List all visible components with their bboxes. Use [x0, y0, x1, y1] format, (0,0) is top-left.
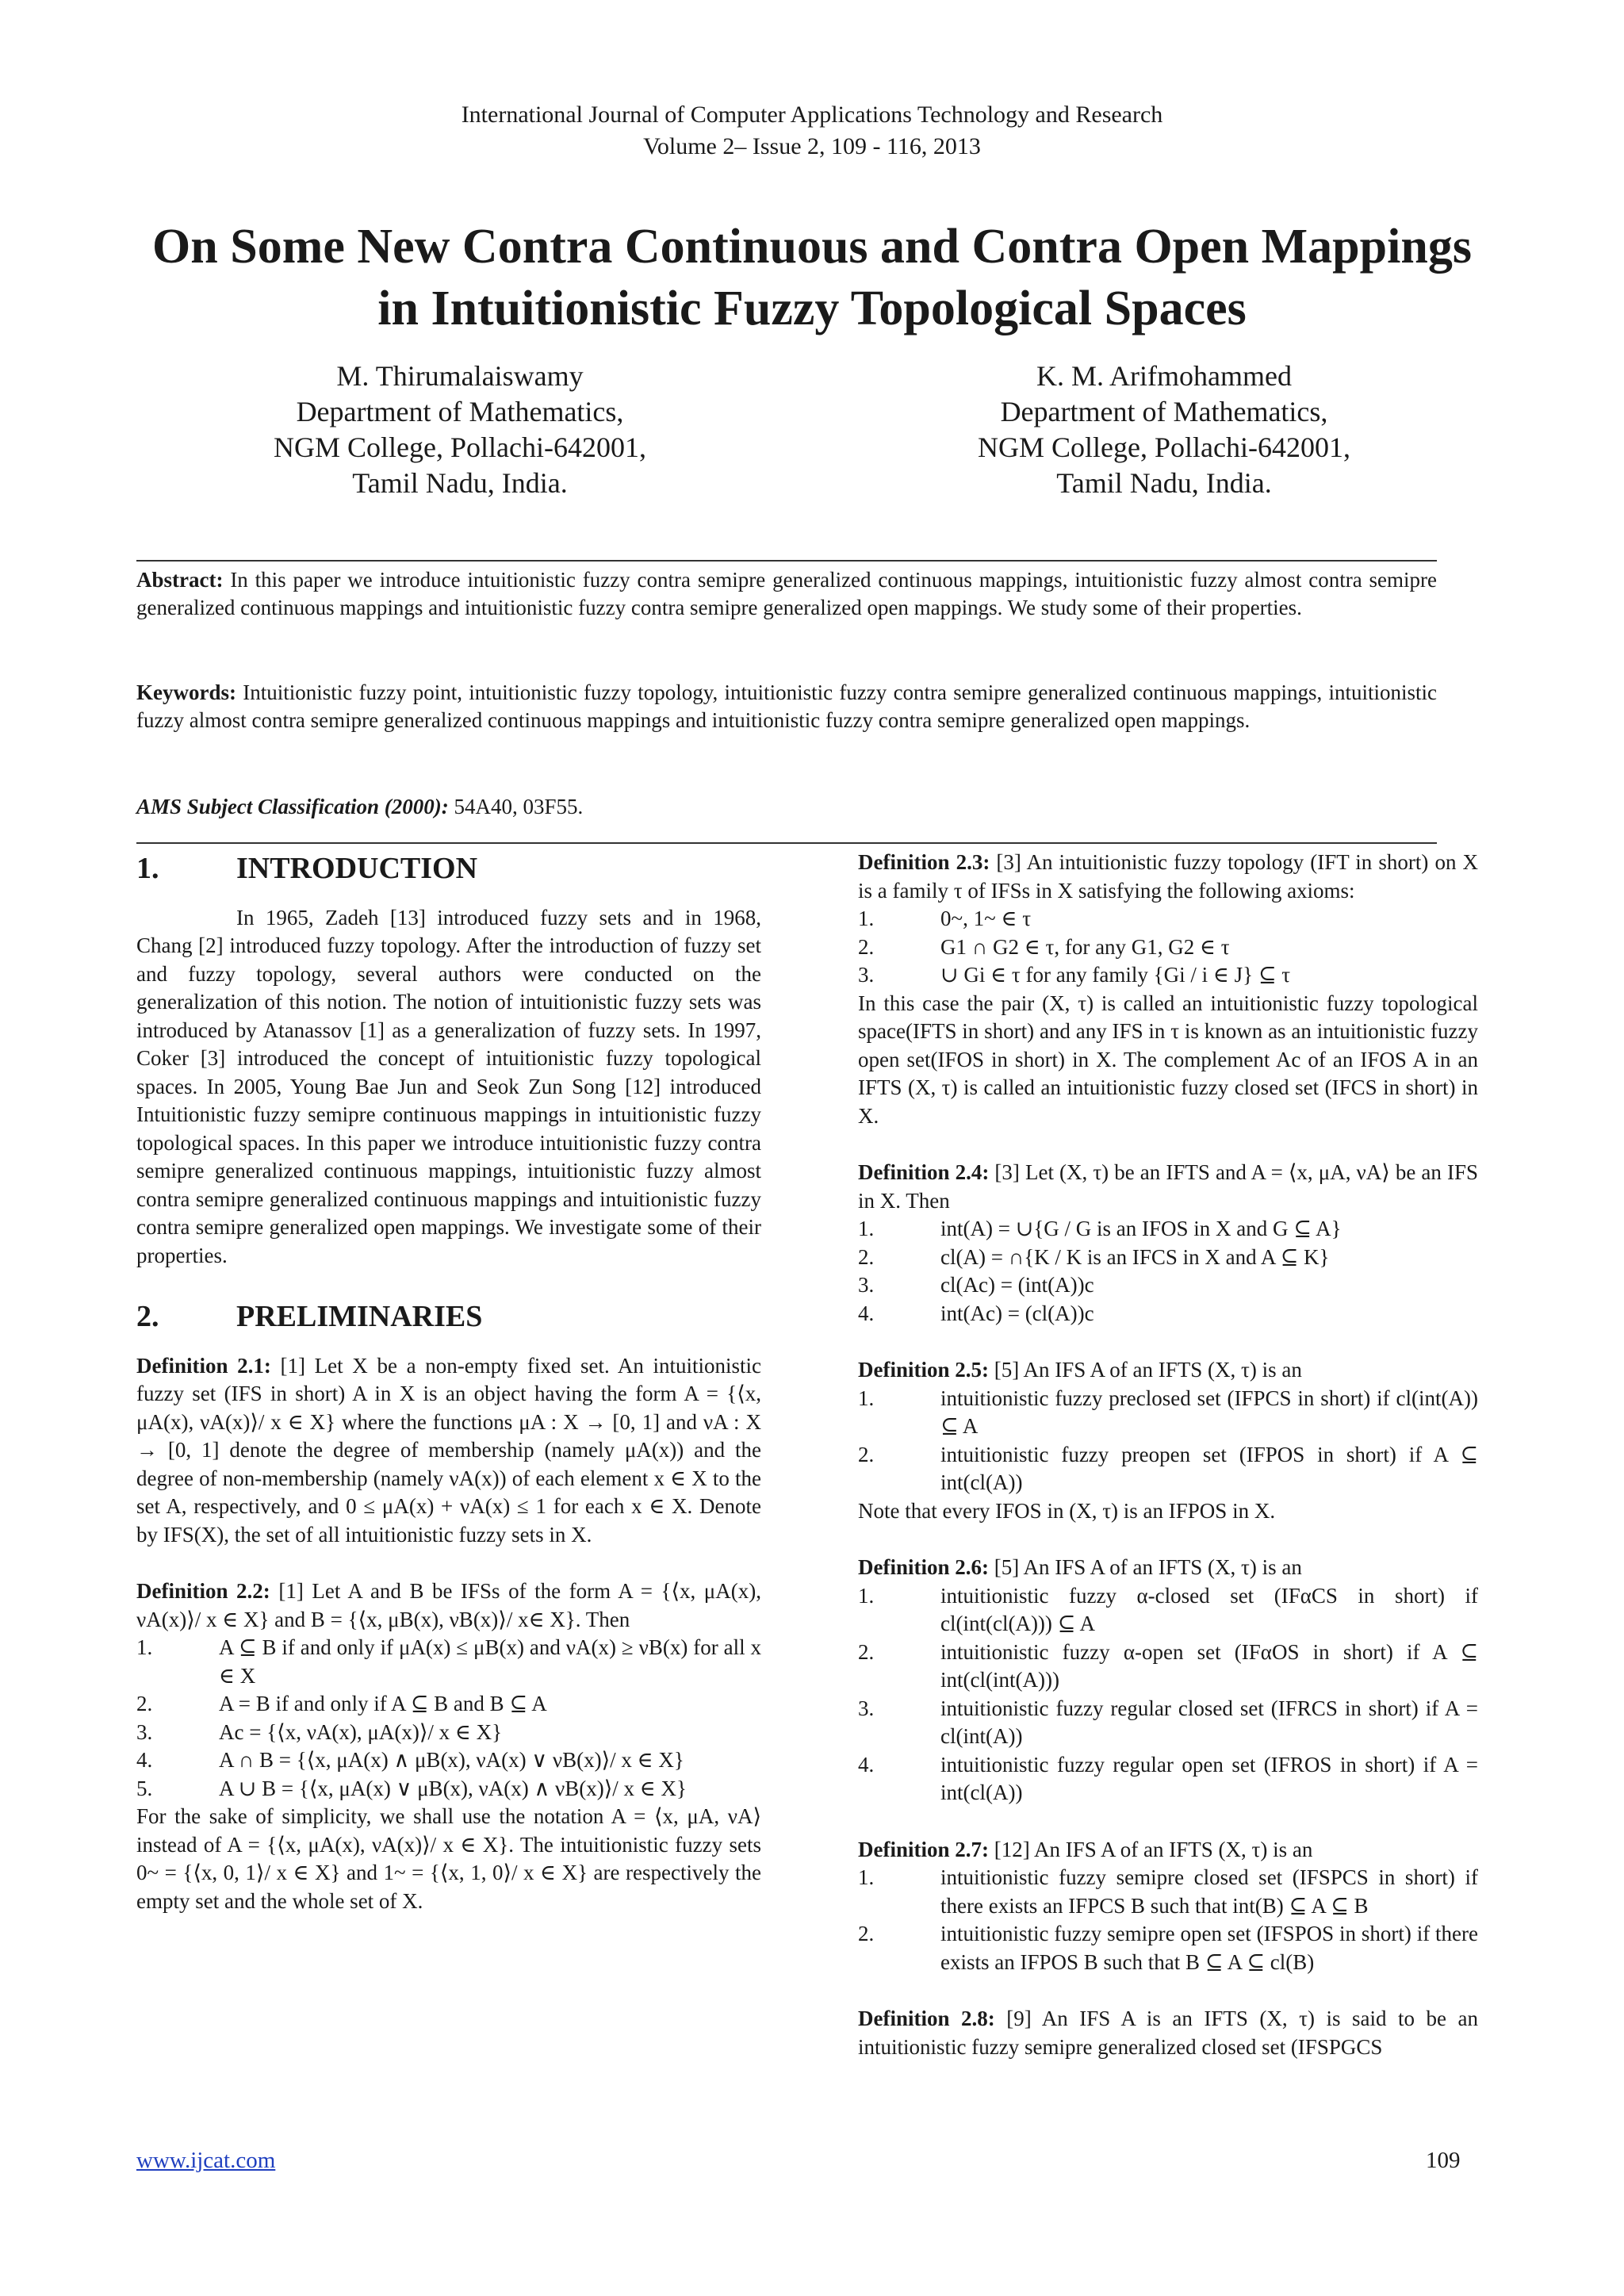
abstract: [136, 566, 1437, 622]
author-dept: Department of Mathematics,: [1000, 396, 1328, 427]
list-item: 1. intuitionistic fuzzy preclosed set (IFPCS in short) if cl(int(A)) ⊆ A: [858, 1386, 1478, 1438]
list-item: 4. int(Ac) = (cl(A))c: [858, 1301, 1094, 1325]
list-item: 3. Ac = {⟨x, νA(x), μA(x)⟩/ x ∈ X}: [136, 1719, 503, 1744]
section-heading-preliminaries: [136, 1300, 761, 1333]
ams-label: AMS Subject Classification (2000):: [136, 795, 449, 818]
list-item: 3. intuitionistic fuzzy regular closed set (IFRCS in short) if A = cl(int(A)): [858, 1696, 1478, 1748]
definition-2-3: [858, 849, 1478, 905]
definition-text: [5] An IFS A of an IFTS (X, τ) is an: [994, 1358, 1302, 1382]
abstract-text: In this paper we introduce intuitionistic fuzzy contra semipre generalized continuous mappings, intuitionistic fuzzy almost contra semipre generalized continuous mappings and intuitionistic fuzzy contra semipre generalized open mappings. We study some of their properties.: [136, 568, 1438, 619]
middle-divider: [136, 842, 1437, 844]
journal-name: International Journal of Computer Applications Technology and Research: [461, 102, 1163, 128]
list-item: 2. cl(A) = ∩{K / K is an IFCS in X and A ⊆ K}: [858, 1244, 1330, 1269]
definition-text: [12] An IFS A of an IFTS (X, τ) is an: [994, 1837, 1313, 1861]
list-item: 4. A ∩ B = {⟨x, μA(x) ∧ μB(x), νA(x) ∨ νB(x)⟩/ x ∈ X}: [136, 1748, 684, 1772]
list-item: 5. A ∪ B = {⟨x, μA(x) ∨ μB(x), νA(x) ∧ νB(x)⟩/ x ∈ X}: [136, 1776, 687, 1800]
author-college: NGM College, Pollachi-642001,: [274, 431, 646, 463]
left-column: [136, 850, 761, 1915]
definition-2-5-note: Note that every IFOS in (X, τ) is an IFPOS in X.: [858, 1498, 1276, 1523]
definition-2-2-note: For the sake of simplicity, we shall use the notation A = ⟨x, μA, νA⟩ instead of A = {⟨x, μA(x), νA(x)⟩/ x ∈ X}. The intuitionistic fuzzy sets 0~ = {⟨x, 0, 1⟩/ x ∈ X} and 1~ = {⟨x, 1, 0⟩/ x ∈ X} are respectively the empty set and the whole set of X.: [136, 1804, 761, 1913]
list-item: 2. G1 ∩ G2 ∈ τ, for any G1, G2 ∈ τ: [858, 934, 1230, 959]
definition-label: Definition 2.2:: [136, 1579, 270, 1603]
definition-label: Definition 2.6:: [858, 1555, 989, 1579]
section-number: 2.: [136, 1300, 159, 1333]
list-item: 2. intuitionistic fuzzy preopen set (IFPOS in short) if A ⊆ int(cl(A)): [858, 1442, 1478, 1494]
definition-label: Definition 2.4:: [858, 1160, 990, 1184]
paper-title: [0, 216, 1624, 339]
title-line-1: On Some New Contra Continuous and Contra Open Mappings: [152, 220, 1472, 274]
definition-2-1: [136, 1352, 761, 1550]
author-place: Tamil Nadu, India.: [352, 467, 568, 499]
list-item: 2. intuitionistic fuzzy semipre open set (IFSPOS in short) if there exists an IFPOS B such that B ⊆ A ⊆ cl(B): [858, 1922, 1478, 1974]
page-number: 109: [1426, 2148, 1461, 2173]
ams-text: 54A40, 03F55.: [454, 795, 584, 818]
author-block-2: [887, 358, 1442, 501]
definition-label: Definition 2.8:: [858, 2007, 995, 2030]
list-item: 1. int(A) = ∪{G / G is an IFOS in X and G ⊆ A}: [858, 1217, 1342, 1240]
definition-text: [9] An IFS A is an IFTS (X, τ) is said to be an intuitionistic fuzzy semipre generalized closed set (IFSPGCS: [858, 2007, 1478, 2059]
list-item: 1. intuitionistic fuzzy α-closed set (IFαCS in short) if cl(int(cl(A))) ⊆ A: [858, 1583, 1478, 1635]
definition-label: Definition 2.7:: [858, 1837, 989, 1861]
list-item: 1. intuitionistic fuzzy semipre closed set (IFSPCS in short) if there exists an IFPCS B such that int(B) ⊆ A ⊆ B: [858, 1865, 1478, 1918]
section-title: PRELIMINARIES: [236, 1300, 483, 1333]
definition-2-4: [858, 1159, 1478, 1215]
volume-line: Volume 2– Issue 2, 109 - 116, 2013: [643, 133, 981, 159]
right-column: [858, 849, 1478, 2061]
definition-text: [5] An IFS A of an IFTS (X, τ) is an: [994, 1555, 1302, 1579]
list-item: 2. intuitionistic fuzzy α-open set (IFαOS in short) if A ⊆ int(cl(int(A))): [858, 1639, 1478, 1692]
definition-text: [1] Let X be a non-empty fixed set. An intuitionistic fuzzy set (IFS in short) A in X is an object having the form A = {⟨x, μA(x), νA(x)⟩/ x ∈ X} where the functions μA : X → [0, 1] and νA : X → [0, 1] denote the degree of membership (namely μA(x)) and the degree of non-membership (namely νA(x)) of each element x ∈ X to the set A, respectively, and 0 ≤ μA(x) + νA(x) ≤ 1 for each x ∈ X. Denote by IFS(X), the set of all intuitionistic fuzzy sets in X.: [136, 1353, 761, 1547]
top-divider: [136, 560, 1437, 562]
definition-label: Definition 2.5:: [858, 1358, 989, 1382]
definition-2-2: [136, 1577, 761, 1634]
author-block-1: [182, 358, 737, 501]
author-name: K. M. Arifmohammed: [1036, 360, 1292, 392]
definition-2-7: [858, 1836, 1478, 1865]
definition-2-3-note: In this case the pair (X, τ) is called an intuitionistic fuzzy topological space(IFTS in short) and any IFS in τ is known as an intuitionistic fuzzy open set(IFOS in short) in X. The complement Ac of an IFOS A in an IFTS (X, τ) is called an intuitionistic fuzzy closed set (IFCS in short) in X.: [858, 991, 1478, 1128]
section-number: 1.: [136, 852, 159, 885]
title-line-2: in Intuitionistic Fuzzy Topological Spaces: [377, 282, 1247, 335]
author-place: Tamil Nadu, India.: [1056, 467, 1272, 499]
ams-classification: [136, 793, 1437, 821]
section-heading-introduction: [136, 852, 761, 885]
keywords-text: Intuitionistic fuzzy point, intuitionistic fuzzy topology, intuitionistic fuzzy contra semipre generalized continuous mappings, intuitionistic fuzzy almost contra semipre generalized continuous mappings and intuitionistic fuzzy contra semipre generalized open mappings.: [136, 680, 1438, 732]
keywords-label: Keywords:: [136, 680, 236, 704]
list-item: 1. A ⊆ B if and only if μA(x) ≤ μB(x) and νA(x) ≥ νB(x) for all x ∈ X: [136, 1635, 761, 1688]
introduction-paragraph: In 1965, Zadeh [13] introduced fuzzy sets and in 1968, Chang [2] introduced fuzzy topology. After the introduction of fuzzy set and fuzzy topology, several authors were conducted on the generalization of this notion. The notion of intuitionistic fuzzy sets was introduced by Atanassov [1] as a generalization of fuzzy sets. In 1997, Coker [3] introduced the concept of intuitionistic fuzzy topological spaces. In 2005, Young Bae Jun and Seok Zun Song [12] introduced Intuitionistic fuzzy semipre continuous mappings in intuitionistic fuzzy topological spaces. In this paper we introduce intuitionistic fuzzy contra semipre generalized continuous mappings, intuitionistic fuzzy almost contra semipre generalized continuous mappings and intuitionistic fuzzy contra semipre generalized open mappings. We investigate some of their properties.: [136, 905, 761, 1267]
definition-label: Definition 2.3:: [858, 850, 990, 874]
definition-text: [1] Let A and B be IFSs of the form A = {⟨x, μA(x), νA(x)⟩/ x ∈ X} and B = {⟨x, μB(x), νB(x)⟩/ x∈ X}. Then: [136, 1579, 762, 1631]
definition-label: Definition 2.1:: [136, 1353, 271, 1378]
definition-2-5: [858, 1356, 1478, 1385]
definition-2-6: [858, 1554, 1478, 1582]
journal-website-link[interactable]: www.ijcat.com: [136, 2148, 276, 2173]
abstract-label: Abstract:: [136, 568, 224, 592]
author-name: M. Thirumalaiswamy: [336, 360, 584, 392]
list-item: 3. ∪ Gi ∈ τ for any family {Gi / i ∈ J} ⊆ τ: [858, 963, 1291, 987]
list-item: 4. intuitionistic fuzzy regular open set (IFROS in short) if A = int(cl(A)): [858, 1752, 1478, 1804]
definition-2-8: [858, 2005, 1478, 2061]
list-item: 1. 0~, 1~ ∈ τ: [858, 907, 1032, 930]
list-item: 3. cl(Ac) = (int(A))c: [858, 1273, 1094, 1297]
list-item: 2. A = B if and only if A ⊆ B and B ⊆ A: [136, 1692, 547, 1715]
keywords: [136, 679, 1437, 734]
author-college: NGM College, Pollachi-642001,: [978, 431, 1350, 463]
section-title: INTRODUCTION: [236, 852, 478, 885]
definition-text: [3] An intuitionistic fuzzy topology (IFT in short) on X is a family τ of IFSs in X satisfying the following axioms:: [858, 850, 1479, 903]
author-dept: Department of Mathematics,: [296, 396, 624, 427]
definition-text: [3] Let (X, τ) be an IFTS and A = ⟨x, μA, νA⟩ be an IFS in X. Then: [858, 1160, 1479, 1213]
